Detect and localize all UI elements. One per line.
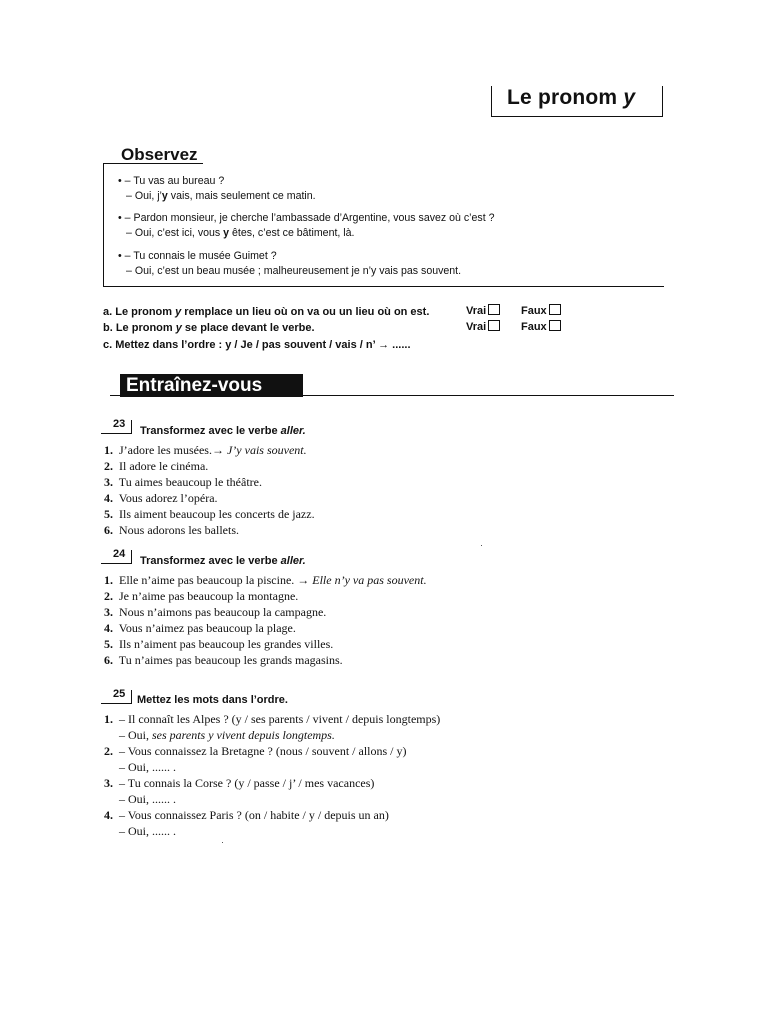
scan-speck <box>222 842 223 843</box>
exercise-number-rule <box>101 563 132 564</box>
exercise-number-bar <box>131 420 132 434</box>
exercise-number: 24 <box>113 548 126 560</box>
dialogue-line: – Oui, c’est ici, vous y êtes, c’est ce bâtiment, là. <box>126 227 355 239</box>
list-item: 4. Vous adorez l’opéra. <box>104 491 218 505</box>
dialogue-line: • – Pardon monsieur, je cherche l’ambassade d’Argentine, vous savez où c’est ? <box>118 212 495 224</box>
exercise-title: Transformez avec le verbe aller. <box>140 425 306 437</box>
list-item: 3. Tu aimes beaucoup le théâtre. <box>104 475 262 489</box>
list-item: 1. J’adore les musées.→ J’y vais souvent. <box>104 443 307 457</box>
faux-option-b[interactable]: Faux <box>521 320 561 333</box>
dialogue-2 <box>118 211 495 241</box>
observez-heading: Observez <box>121 145 198 164</box>
question-b: b. Le pronom y se place devant le verbe. <box>103 322 315 334</box>
vrai-option-a[interactable]: Vrai <box>466 304 500 317</box>
dialogue-3 <box>118 249 461 279</box>
list-item: 6. Tu n’aimes pas beaucoup les grands magasins. <box>104 653 343 667</box>
question-c: c. Mettez dans l’ordre : y / Je / pas souvent / vais / n’ → ...... <box>103 339 411 351</box>
faux-checkbox[interactable] <box>549 304 561 315</box>
dialogue-line: – Oui, c’est un beau musée ; malheureusement je n’y vais pas souvent. <box>126 265 462 277</box>
list-item: 1. Elle n’aime pas beaucoup la piscine. → Elle n’y va pas souvent. <box>104 573 427 587</box>
dialogue-line: • – Tu vas au bureau ? <box>118 175 225 187</box>
exercise-number: 25 <box>113 688 126 700</box>
list-item: 6. Nous adorons les ballets. <box>104 523 239 537</box>
exercise-number-rule <box>101 433 132 434</box>
exercise-23-list <box>104 443 315 538</box>
list-item: – Oui, ...... . <box>119 792 176 806</box>
page-title: Le pronom y <box>507 86 636 109</box>
exercise-25-list <box>104 712 440 839</box>
vrai-option-b[interactable]: Vrai <box>466 320 500 333</box>
dialogue-line: – Oui, j’y vais, mais seulement ce matin. <box>126 190 316 202</box>
faux-option-a[interactable]: Faux <box>521 304 561 317</box>
list-item: 3. Nous n’aimons pas beaucoup la campagne. <box>104 605 327 619</box>
list-item: 5. Ils n’aiment pas beaucoup les grandes villes. <box>104 637 334 651</box>
exercise-24-list <box>104 573 427 668</box>
observez-rule-top <box>103 163 203 164</box>
scan-speck <box>481 545 482 546</box>
dialogue-1 <box>118 174 316 204</box>
list-item: 4. Vous n’aimez pas beaucoup la plage. <box>104 621 296 635</box>
vrai-checkbox[interactable] <box>488 320 500 331</box>
list-item: 2. Je n’aime pas beaucoup la montagne. <box>104 589 299 603</box>
list-item: – Oui, ...... . <box>119 760 176 774</box>
exercise-title: Mettez les mots dans l’ordre. <box>137 694 288 706</box>
list-item: – Oui, ses parents y vivent depuis longtemps. <box>119 728 335 742</box>
observez-rule-left <box>103 163 104 287</box>
list-item: 4. – Vous connaissez Paris ? (on / habite / y / depuis un an) <box>104 808 389 822</box>
exercise-number-rule <box>101 703 132 704</box>
exercise-number: 23 <box>113 418 126 430</box>
exercise-title: Transformez avec le verbe aller. <box>140 555 306 567</box>
list-item: 2. – Vous connaissez la Bretagne ? (nous / souvent / allons / y) <box>104 744 407 758</box>
list-item: 3. – Tu connais la Corse ? (y / passe / j’ / mes vacances) <box>104 776 375 790</box>
question-a: a. Le pronom y remplace un lieu où on va ou un lieu où on est. <box>103 306 430 318</box>
exercise-number-bar <box>131 690 132 704</box>
list-item: – Oui, ...... . <box>119 824 176 838</box>
section-heading: Entraînez-vous <box>126 375 263 396</box>
section-rule <box>110 395 674 396</box>
list-item: 2. Il adore le cinéma. <box>104 459 209 473</box>
vrai-checkbox[interactable] <box>488 304 500 315</box>
faux-checkbox[interactable] <box>549 320 561 331</box>
observez-rule-bottom <box>103 286 664 287</box>
list-item: 1. – Il connaît les Alpes ? (y / ses parents / vivent / depuis longtemps) <box>104 712 441 726</box>
exercise-number-bar <box>131 550 132 564</box>
list-item: 5. Ils aiment beaucoup les concerts de jazz. <box>104 507 315 521</box>
dialogue-line: • – Tu connais le musée Guimet ? <box>118 250 277 262</box>
